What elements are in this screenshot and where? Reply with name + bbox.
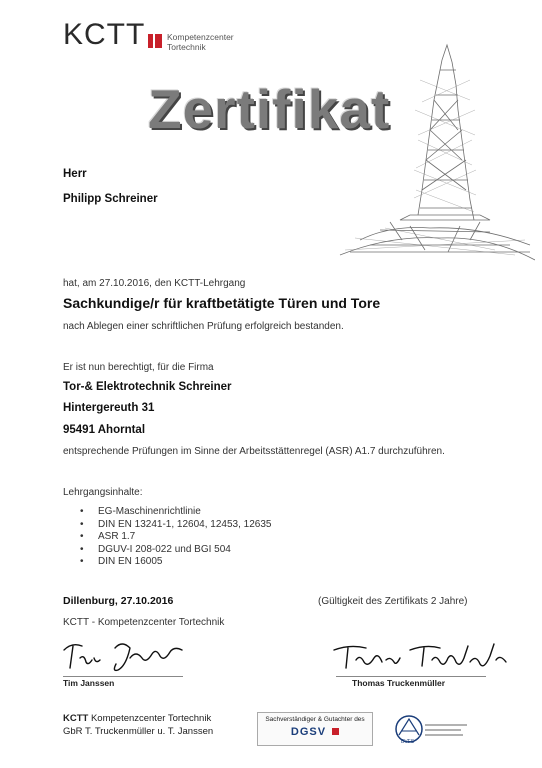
list-item: • ASR 1.7 [80, 531, 271, 544]
kctt-logo-mark [148, 34, 162, 48]
signature-line-left [63, 676, 183, 677]
list-item: • DIN EN 13241-1, 12604, 12453, 12635 [80, 519, 271, 532]
house-icon [332, 728, 339, 735]
list-item: • DGUV-I 208-022 und BGI 504 [80, 544, 271, 557]
place-date: Dillenburg, 27.10.2016 [63, 595, 174, 607]
signature-truckenmueller-image [330, 640, 510, 676]
contents-label: Lehrgangsinhalte: [63, 487, 143, 498]
footer-line1-text: Kompetenzcenter Tortechnik [88, 713, 212, 724]
validity-note: (Gültigkeit des Zertifikats 2 Jahre) [318, 596, 468, 607]
dgsv-badge-logo [258, 726, 372, 738]
company-name: Tor-& Elektrotechnik Schreiner [63, 381, 232, 393]
company-city: 95491 Ahorntal [63, 424, 146, 436]
recipient-salutation: Herr [63, 168, 87, 180]
list-item: • EG-Maschinenrichtlinie [80, 506, 271, 519]
course-intro: hat, am 27.10.2016, den KCTT-Lehrgang [63, 278, 246, 289]
kctt-logo-text: KCTT [63, 18, 146, 51]
footer-brand: KCTT [63, 713, 89, 724]
signatory-right-name: Thomas Truckenmüller [352, 678, 446, 688]
company-street: Hintergereuth 31 [63, 402, 155, 414]
course-name: Sachkundige/r für kraftbetätigte Türen und Tore [63, 295, 381, 311]
bvfs-logo [393, 713, 469, 745]
certificate-title: Zertifikat [148, 78, 391, 140]
logo-sub-line1: Kompetenzcenter [167, 32, 234, 42]
logo-sub-line2: Tortechnik [167, 42, 206, 52]
bvfs-logo-text: BVFS [401, 739, 415, 745]
kctt-logo-subtitle [167, 32, 234, 52]
dgsv-badge [257, 712, 373, 746]
signatory-left-name: Tim Janssen [63, 678, 115, 688]
footer-line1 [63, 713, 211, 724]
contents-list [80, 506, 271, 569]
signature-janssen-image [60, 636, 190, 676]
dgsv-badge-caption: Sachverständiger & Gutachter des [265, 716, 365, 723]
footer-line2: GbR T. Truckenmüller u. T. Janssen [63, 726, 214, 737]
list-item: • DIN EN 16005 [80, 556, 271, 569]
recipient-name: Philipp Schreiner [63, 193, 158, 205]
issuer-line: KCTT - Kompetenzcenter Tortechnik [63, 617, 225, 628]
dgsv-badge-name: DGSV [290, 726, 327, 738]
signature-line-right [336, 676, 486, 677]
tower-sketch-image [330, 40, 535, 265]
authorization-text: entsprechende Prüfungen im Sinne der Arbeitsstättenregel (ASR) A1.7 durchzuführen. [63, 446, 445, 457]
authorization-intro: Er ist nun berechtigt, für die Firma [63, 362, 214, 373]
exam-text: nach Ablegen einer schriftlichen Prüfung erfolgreich bestanden. [63, 321, 344, 332]
